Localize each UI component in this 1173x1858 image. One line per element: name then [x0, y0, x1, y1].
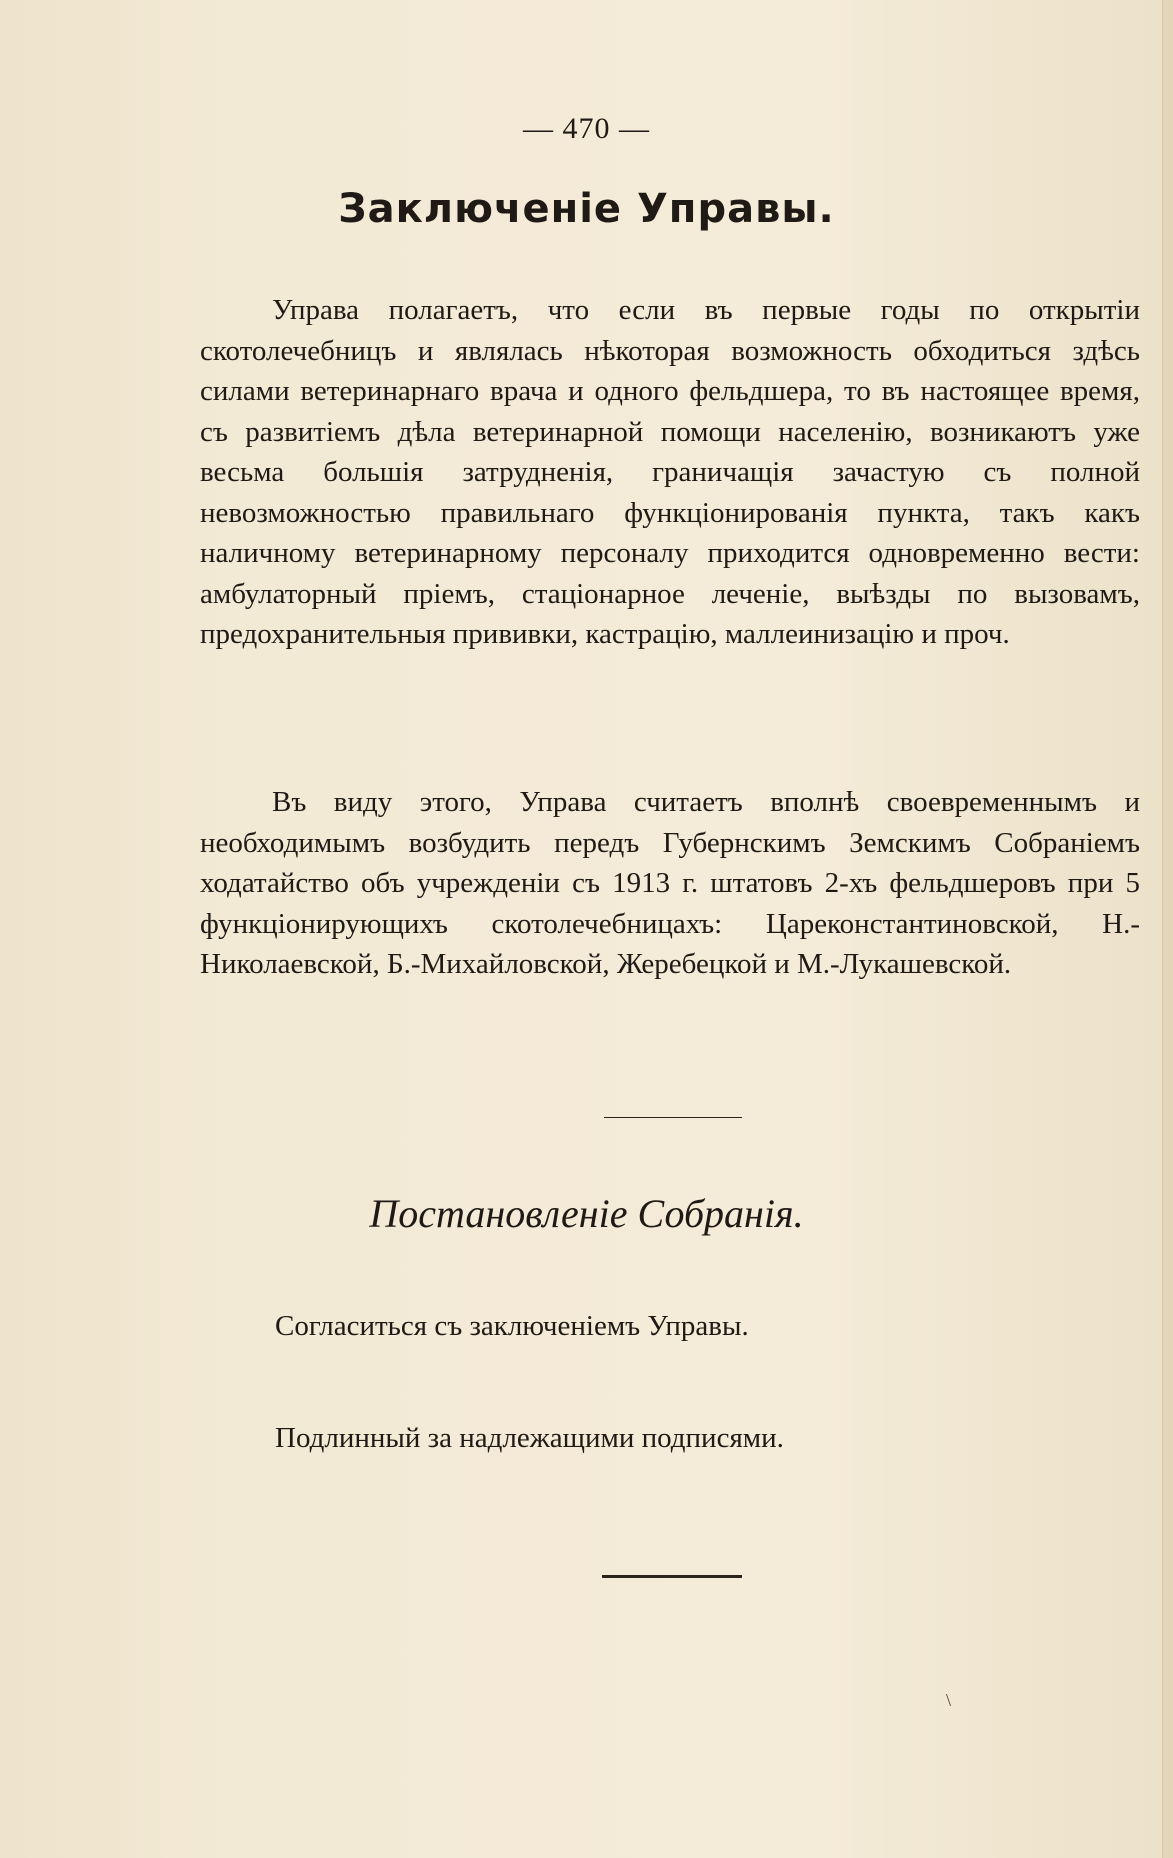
- paragraph-conclusion: Управа полагаетъ, что если въ первые годы по открытіи скотолечебницъ и являлась нѣкоторая возможность обходиться здѣсь силами ветеринарнаго врача и одного фельдшера, то въ настоящее время, съ развитіемъ дѣла ветеринарной помощи населенію, возникаютъ уже весьма большія затрудненія, граничащія зачастую съ полной невозможностью правильнаго функціонированія пункта, такъ какъ наличному ветеринарному персоналу приходится одновременно вести: амбулаторный пріемъ, стаціонарное леченіе, выѣзды по вызовамъ, предохранительныя прививки, кастрацію, маллеинизацію и проч.: [200, 294, 1140, 650]
- section-divider: [604, 1117, 742, 1118]
- page-edge: [1162, 0, 1173, 1858]
- resolution-title: Постановленіе Собранія.: [369, 1191, 804, 1236]
- decision-text: Согласиться съ заключеніемъ Управы.: [275, 1310, 749, 1342]
- page-number: — 470 —: [523, 112, 650, 145]
- signature-note: Подлинный за надлежащими подписями.: [275, 1422, 784, 1454]
- closing-rule: [602, 1575, 742, 1578]
- paragraph-proposal: Въ виду этого, Управа считаетъ вполнѣ своевременнымъ и необходимымъ возбудить передъ Губернскимъ Земскимъ Собраніемъ ходатайство объ учрежденіи съ 1913 г. штатовъ 2-хъ фельдшеровъ при 5 функціонирующихъ скотолечебницахъ: Цареконстантиновской, Н.-Николаевской, Б.-Михайловской, Жеребецкой и М.-Лукашевской.: [200, 786, 1140, 980]
- stray-mark: \: [946, 1690, 952, 1710]
- section-title: Заключеніе Управы.: [338, 186, 835, 232]
